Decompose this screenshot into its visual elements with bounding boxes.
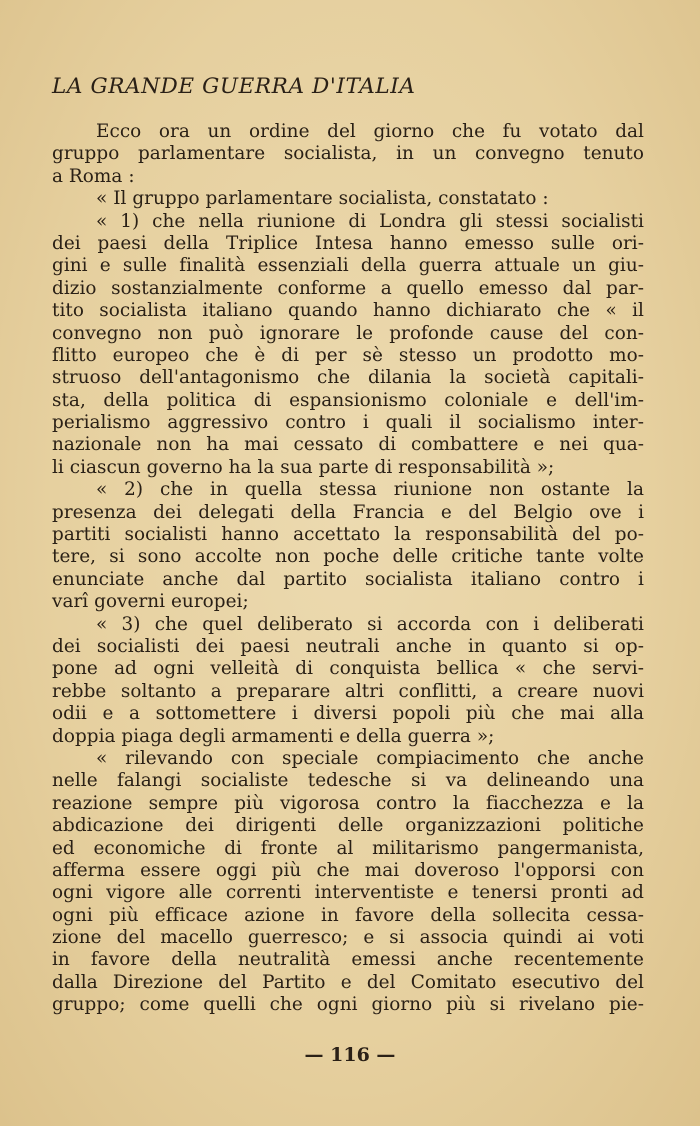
text-line: « Il gruppo parlamentare socialista, constatato : — [96, 188, 549, 210]
text-line: « 1) che nella riunione di Londra gli stessi socialisti — [96, 210, 644, 232]
text-line: odii e a sottomettere i diversi popoli più che mai alla — [52, 703, 644, 725]
text-line: li ciascun governo ha la sua parte di responsabilità »; — [52, 456, 555, 478]
text-line: pone ad ogni velleità di conquista bellica « che servi- — [52, 658, 644, 680]
text-line: afferma essere oggi più che mai doveroso l'opporsi con — [52, 859, 644, 881]
running-head: LA GRANDE GUERRA D'ITALIA — [52, 74, 416, 99]
text-line: perialismo aggressivo contro i quali il socialismo inter- — [52, 412, 644, 434]
page-number: — 116 — — [304, 1044, 396, 1066]
text-line: gini e sulle finalità essenziali della guerra attuale un giu- — [52, 255, 644, 277]
text-line: zione del macello guerresco; e si associa quindi ai voti — [52, 927, 644, 949]
text-line: Ecco ora un ordine del giorno che fu votato dal — [96, 121, 644, 142]
text-line: gruppo; come quelli che ogni giorno più si rivelano pie- — [52, 994, 644, 1016]
text-line: gruppo parlamentare socialista, in un convegno tenuto — [52, 143, 644, 165]
text-line: « 2) che in quella stessa riunione non ostante la — [96, 479, 644, 501]
text-line: in favore della neutralità emessi anche recentemente — [52, 949, 644, 971]
text-line: presenza dei delegati della Francia e del Belgio ove i — [52, 501, 644, 523]
text-line: varî governi europei; — [52, 591, 249, 613]
text-line: nelle falangi socialiste tedesche si va delineando una — [52, 770, 644, 792]
text-line: sta, della politica di espansionismo coloniale e dell'im- — [52, 389, 644, 411]
text-line: flitto europeo che è di per sè stesso un prodotto mo- — [52, 344, 644, 366]
text-line: abdicazione dei dirigenti delle organizzazioni politiche — [52, 815, 644, 837]
text-line: convegno non può ignorare le profonde cause del con- — [52, 322, 644, 344]
text-line: ogni più efficace azione in favore della sollecita cessa- — [52, 904, 644, 926]
text-line: dalla Direzione del Partito e del Comitato esecutivo del — [52, 971, 644, 993]
text-line: rebbe soltanto a preparare altri conflitti, a creare nuovi — [52, 680, 644, 702]
text-line: dizio sostanzialmente conforme a quello emesso dal par- — [52, 277, 644, 299]
text-line: struoso dell'antagonismo che dilania la società capitali- — [52, 367, 644, 389]
text-line: « rilevando con speciale compiacimento che anche — [96, 747, 644, 769]
text-line: partiti socialisti hanno accettato la responsabilità del po- — [52, 524, 644, 546]
text-line: « 3) che quel deliberato si accorda con i deliberati — [96, 613, 644, 635]
text-line: dei paesi della Triplice Intesa hanno emesso sulle ori- — [52, 232, 644, 254]
body-text — [52, 121, 644, 1017]
text-line: ogni vigore alle correnti interventiste e tenersi pronti ad — [52, 882, 644, 904]
text-line: tere, si sono accolte non poche delle critiche tante volte — [52, 546, 644, 568]
text-line: a Roma : — [52, 165, 135, 187]
text-line: tito socialista italiano quando hanno dichiarato che « il — [52, 300, 644, 322]
text-line: enunciate anche dal partito socialista italiano contro i — [52, 568, 644, 590]
text-line: doppia piaga degli armamenti e della guerra »; — [52, 725, 495, 747]
text-line: reazione sempre più vigorosa contro la fiacchezza e la — [52, 792, 644, 814]
text-line: ed economiche di fronte al militarismo pangermanista, — [52, 837, 644, 859]
text-line: nazionale non ha mai cessato di combattere e nei qua- — [52, 434, 644, 456]
text-line: dei socialisti dei paesi neutrali anche in quanto si op- — [52, 635, 644, 657]
